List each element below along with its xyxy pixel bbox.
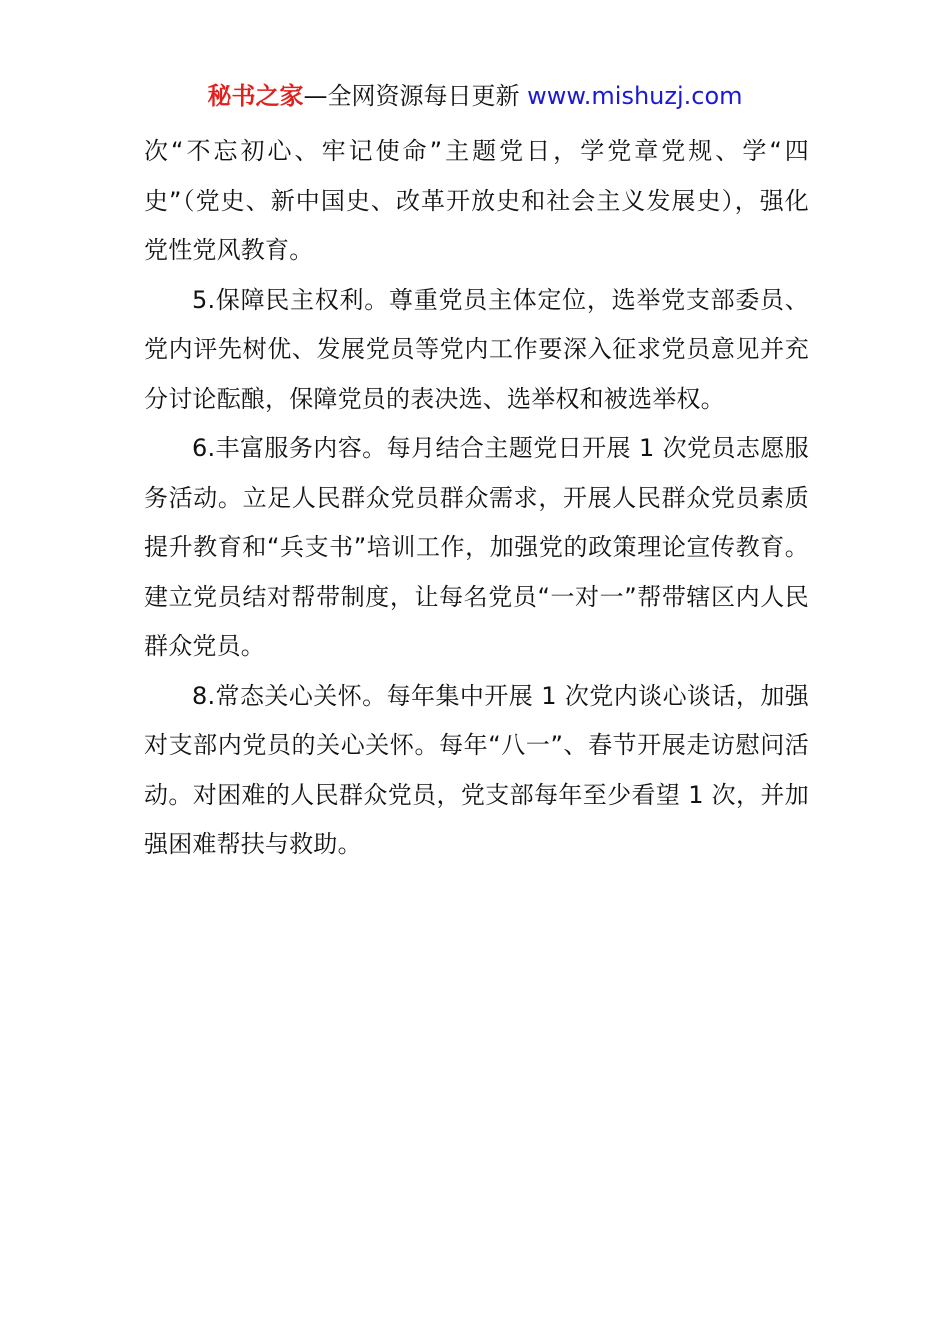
brand-name: 秘书之家 <box>207 82 304 110</box>
page-header <box>0 80 950 112</box>
paragraph-democratic-rights: 5.保障民主权利。尊重党员主体定位，选举党支部委员、党内评先树优、发展党员等党内工作要深入征求党员意见并充分讨论酝酿，保障党员的表决选、选举权和被选举权。 <box>144 285 809 413</box>
paragraph-continued: 次“不忘初心、牢记使命”主题党日，学党章党规、学“四史”（党史、新中国史、改革开放史和社会主义发展史），强化党性党风教育。 <box>144 137 809 264</box>
site-url-link[interactable]: www.mishuzj.com <box>527 82 743 110</box>
paragraph-service-content: 6.丰富服务内容。每月结合主题党日开展 1 次党员志愿服务活动。立足人民群众党员群众需求，开展人民群众党员素质提升教育和“兵支书”培训工作，加强党的政策理论宣传教育。建立党员结对帮带制度，让每名党员“一对一”帮带辖区内人民群众党员。 <box>144 434 809 660</box>
paragraph-care: 8.常态关心关怀。每年集中开展 1 次党内谈心谈话，加强对支部内党员的关心关怀。每年“八一”、春节开展走访慰问活动。对困难的人民群众党员，党支部每年至少看望 1 次，并加强困难帮扶与救助。 <box>144 681 809 858</box>
document-body <box>144 127 809 870</box>
header-tagline: —全网资源每日更新 <box>303 82 520 110</box>
